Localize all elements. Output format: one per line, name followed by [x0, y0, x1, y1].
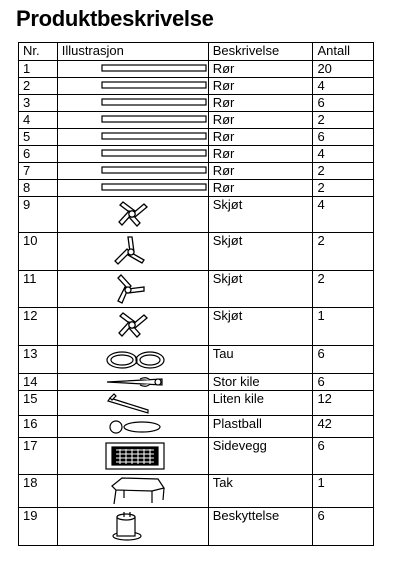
row-illustration	[57, 163, 208, 180]
row-description: Rør	[208, 78, 313, 95]
table-row	[19, 308, 374, 346]
row-illustration	[57, 438, 208, 475]
row-quantity: 6	[313, 346, 374, 374]
table-row	[19, 197, 374, 233]
table-row	[19, 146, 374, 163]
row-quantity: 6	[313, 438, 374, 475]
row-number: 16	[19, 416, 58, 438]
row-quantity: 4	[313, 197, 374, 233]
row-illustration	[57, 391, 208, 416]
row-description: Skjøt	[208, 271, 313, 308]
row-description: Tau	[208, 346, 313, 374]
row-number: 17	[19, 438, 58, 475]
row-quantity: 42	[313, 416, 374, 438]
row-quantity: 20	[313, 61, 374, 78]
row-description: Rør	[208, 95, 313, 112]
row-quantity: 2	[313, 163, 374, 180]
row-illustration	[57, 508, 208, 546]
row-illustration	[57, 61, 208, 78]
table-row	[19, 438, 374, 475]
row-number: 13	[19, 346, 58, 374]
row-quantity: 6	[313, 508, 374, 546]
table-row	[19, 508, 374, 546]
table-row	[19, 233, 374, 271]
table-row	[19, 416, 374, 438]
row-description: Rør	[208, 61, 313, 78]
column-header-description: Beskrivelse	[208, 43, 313, 61]
row-description: Rør	[208, 180, 313, 197]
roof-icon	[102, 476, 208, 506]
row-description: Beskyttelse	[208, 508, 313, 546]
row-quantity: 4	[313, 146, 374, 163]
row-description: Stor kile	[208, 374, 313, 391]
tube-icon	[100, 130, 208, 144]
row-quantity: 1	[313, 475, 374, 508]
table-row	[19, 163, 374, 180]
row-quantity: 12	[313, 391, 374, 416]
row-number: 11	[19, 271, 58, 308]
product-table	[18, 42, 374, 546]
small-stake-icon	[102, 392, 208, 414]
row-number: 6	[19, 146, 58, 163]
table-row	[19, 129, 374, 146]
row-number: 19	[19, 508, 58, 546]
row-number: 9	[19, 197, 58, 233]
rope-icon	[102, 347, 208, 373]
tube-icon	[100, 147, 208, 161]
row-quantity: 2	[313, 112, 374, 129]
row-illustration	[57, 180, 208, 197]
four-way-joint-icon	[102, 309, 208, 341]
row-illustration	[57, 146, 208, 163]
row-description: Tak	[208, 475, 313, 508]
tube-icon	[100, 164, 208, 178]
row-number: 4	[19, 112, 58, 129]
side-wall-icon	[102, 439, 208, 473]
corner-joint-icon	[102, 272, 208, 306]
row-quantity: 4	[313, 78, 374, 95]
row-illustration	[57, 475, 208, 508]
page-title: Produktbeskrivelse	[16, 6, 214, 31]
row-description: Rør	[208, 163, 313, 180]
column-header-illustration: Illustrasjon	[57, 43, 208, 61]
three-way-joint-icon	[102, 234, 208, 268]
row-illustration	[57, 95, 208, 112]
row-number: 3	[19, 95, 58, 112]
row-description: Plastball	[208, 416, 313, 438]
row-quantity: 1	[313, 308, 374, 346]
row-quantity: 6	[313, 374, 374, 391]
row-illustration	[57, 78, 208, 95]
table-row	[19, 61, 374, 78]
row-description: Sidevegg	[208, 438, 313, 475]
row-quantity: 6	[313, 95, 374, 112]
row-illustration	[57, 129, 208, 146]
plastic-ball-icon	[102, 417, 208, 437]
column-header-quantity: Antall	[313, 43, 374, 61]
tube-icon	[100, 62, 208, 76]
row-number: 15	[19, 391, 58, 416]
row-description: Skjøt	[208, 197, 313, 233]
row-quantity: 2	[313, 180, 374, 197]
row-number: 18	[19, 475, 58, 508]
row-illustration	[57, 271, 208, 308]
row-number: 12	[19, 308, 58, 346]
table-header-row	[19, 43, 374, 61]
row-quantity: 6	[313, 129, 374, 146]
table-row	[19, 374, 374, 391]
row-illustration	[57, 308, 208, 346]
tube-icon	[100, 181, 208, 195]
column-header-nr: Nr.	[19, 43, 58, 61]
table-row	[19, 78, 374, 95]
row-number: 7	[19, 163, 58, 180]
row-description: Liten kile	[208, 391, 313, 416]
row-number: 8	[19, 180, 58, 197]
table-row	[19, 95, 374, 112]
row-illustration	[57, 233, 208, 271]
row-illustration	[57, 197, 208, 233]
row-quantity: 2	[313, 271, 374, 308]
row-number: 1	[19, 61, 58, 78]
row-description: Skjøt	[208, 233, 313, 271]
table-row	[19, 271, 374, 308]
table-row	[19, 180, 374, 197]
row-quantity: 2	[313, 233, 374, 271]
table-row	[19, 475, 374, 508]
tube-icon	[100, 96, 208, 110]
row-illustration	[57, 346, 208, 374]
row-number: 10	[19, 233, 58, 271]
row-description: Skjøt	[208, 308, 313, 346]
table-row	[19, 391, 374, 416]
row-illustration	[57, 416, 208, 438]
row-description: Rør	[208, 129, 313, 146]
row-description: Rør	[208, 112, 313, 129]
protector-icon	[102, 509, 208, 543]
large-stake-icon	[102, 375, 208, 389]
row-number: 2	[19, 78, 58, 95]
four-way-joint-icon	[102, 198, 208, 230]
row-number: 14	[19, 374, 58, 391]
table-row	[19, 112, 374, 129]
table-row	[19, 346, 374, 374]
row-illustration	[57, 374, 208, 391]
row-description: Rør	[208, 146, 313, 163]
row-number: 5	[19, 129, 58, 146]
tube-icon	[100, 79, 208, 93]
tube-icon	[100, 113, 208, 127]
row-illustration	[57, 112, 208, 129]
